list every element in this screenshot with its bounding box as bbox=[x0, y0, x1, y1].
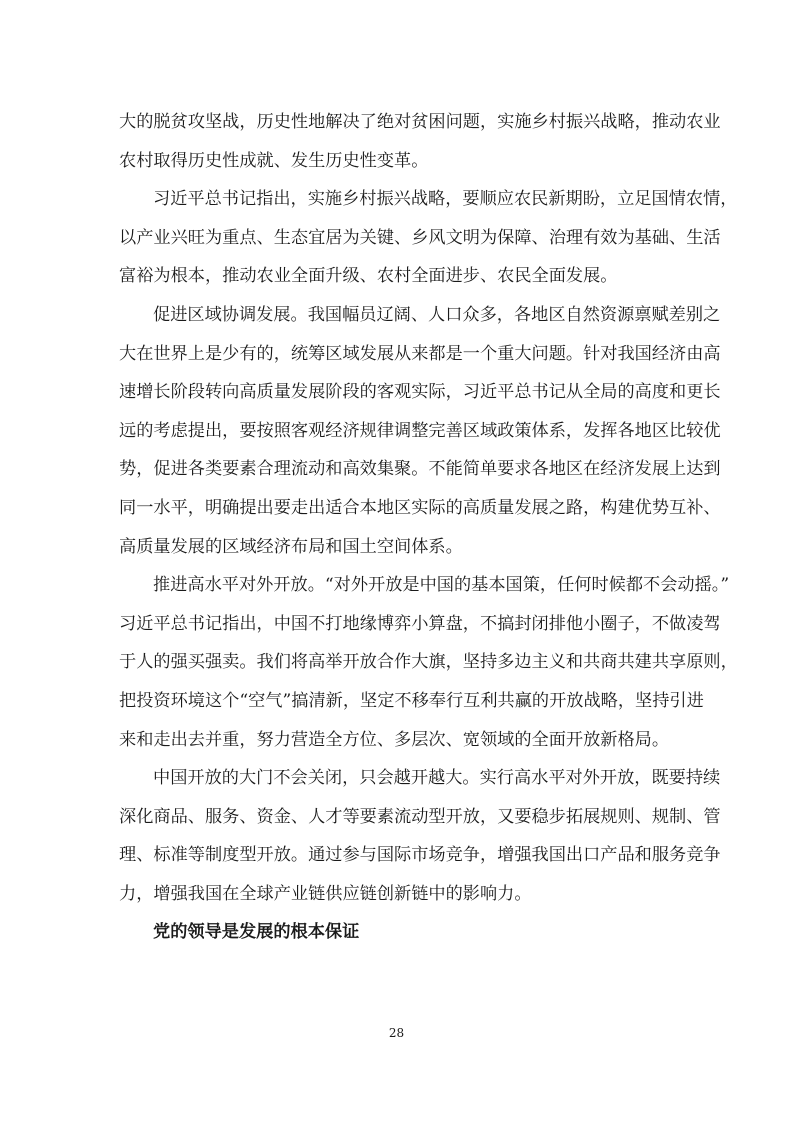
text-line: 速增长阶段转向高质量发展阶段的客观实际，习近平总书记从全局的高度和更长 bbox=[119, 382, 721, 403]
section-heading: 党的领导是发展的根本保证 bbox=[153, 922, 360, 943]
body-text bbox=[119, 103, 738, 952]
text-line: 同一水平，明确提出要走出适合本地区实际的高质量发展之路，构建优势互补、 bbox=[119, 497, 721, 518]
text-line: 来和走出去并重，努力营造全方位、多层次、宽领域的全面开放新格局。 bbox=[119, 729, 670, 750]
text-line: 于人的强买强卖。我们将高举开放合作大旗，坚持多边主义和共商共建共享原则， bbox=[119, 652, 738, 673]
text-line: 大在世界上是少有的，统筹区域发展从来都是一个重大问题。针对我国经济由高 bbox=[119, 343, 721, 364]
text-line: 农村取得历史性成就、发生历史性变革。 bbox=[119, 150, 429, 171]
page-number: 28 bbox=[388, 1026, 405, 1040]
text-line: 把投资环境这个“空气”搞清新，坚定不移奉行互利共赢的开放战略，坚持引进 bbox=[119, 690, 704, 711]
text-line: 富裕为根本，推动农业全面升级、农村全面进步、农民全面发展。 bbox=[119, 266, 618, 287]
text-line: 以产业兴旺为重点、生态宜居为关键、乡风文明为保障、治理有效为基础、生活 bbox=[119, 227, 721, 248]
text-line: 习近平总书记指出，实施乡村振兴战略，要顺应农民新期盼，立足国情农情， bbox=[153, 189, 738, 210]
text-line: 习近平总书记指出，中国不打地缘博弈小算盘，不搞封闭排他小圈子，不做凌驾 bbox=[119, 613, 721, 634]
text-line: 力，增强我国在全球产业链供应链创新链中的影响力。 bbox=[119, 883, 532, 904]
text-line: 中国开放的大门不会关闭，只会越开越大。实行高水平对外开放，既要持续 bbox=[153, 768, 721, 789]
text-line: 高质量发展的区域经济布局和国土空间体系。 bbox=[119, 536, 463, 557]
text-line: 促进区域协调发展。我国幅员辽阔、人口众多，各地区自然资源禀赋差别之 bbox=[153, 304, 721, 325]
text-line: 势，促进各类要素合理流动和高效集聚。不能简单要求各地区在经济发展上达到 bbox=[119, 459, 721, 480]
text-line: 深化商品、服务、资金、人才等要素流动型开放，又要稳步拓展规则、规制、管 bbox=[119, 806, 721, 827]
text-line: 远的考虑提出，要按照客观经济规律调整完善区域政策体系，发挥各地区比较优 bbox=[119, 420, 721, 441]
text-line: 理、标准等制度型开放。通过参与国际市场竞争，增强我国出口产品和服务竞争 bbox=[119, 845, 721, 866]
text-line: 推进高水平对外开放。“对外开放是中国的基本国策，任何时候都不会动摇。” bbox=[153, 575, 730, 596]
text-line: 大的脱贫攻坚战，历史性地解决了绝对贫困问题，实施乡村振兴战略，推动农业 bbox=[119, 112, 721, 132]
